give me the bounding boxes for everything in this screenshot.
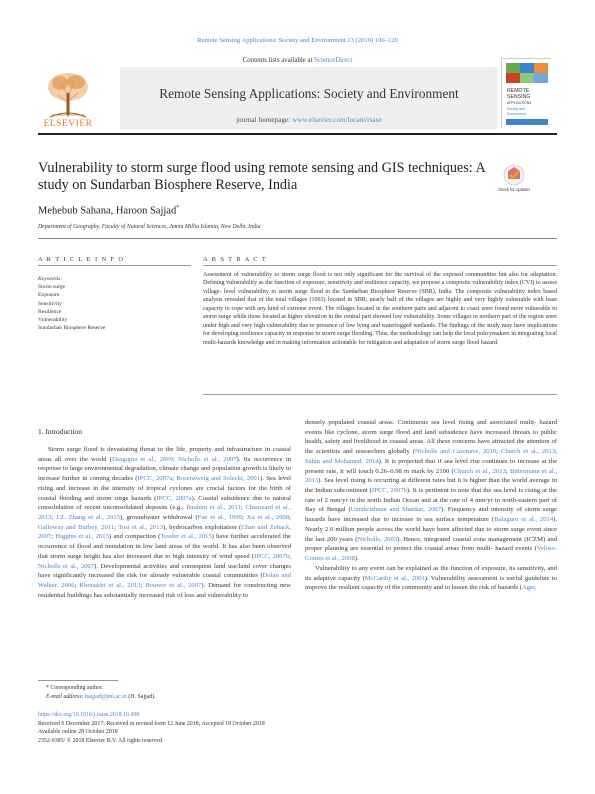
body-text: ). Developmental activities and consequent land use/land cover changes have significantly increased the risk for already vulnerable coastal communities (: [38, 562, 291, 580]
body-text: ;: [496, 448, 501, 456]
body-text: densely populated coastal areas. Continuous sea level rising and associated multi- hazard events like cyclone, storm surge flood and land subsidence have increased threats to public health, safety and livelihood in coastal areas. All these concerns have attracted the attention of the scientists and researchers globally (: [305, 419, 557, 456]
section-heading-introduction: 1. Introduction: [38, 427, 82, 436]
affiliation: Department of Geography, Faculty of Natural Sciences, Jamia Millia Islamia, New Delhi, India: [38, 224, 261, 230]
citation-link[interactable]: Ager,: [521, 584, 537, 592]
citation-link[interactable]: Galloway and Burbey, 2011: [38, 523, 115, 531]
check-updates-icon: [498, 163, 530, 199]
citation-link[interactable]: Nicholls and Cazenave, 2010: [414, 448, 497, 456]
cover-title-line-5: Environment: [507, 112, 527, 116]
available-online: Available online 28 October 2018: [38, 729, 118, 735]
body-text: ;: [505, 467, 510, 475]
citation-link[interactable]: Fan et al., 1999: [197, 514, 242, 522]
citation-link[interactable]: IPCC, 2007b: [254, 552, 290, 560]
body-text: ;: [289, 514, 291, 522]
cover-art-icon: [502, 59, 552, 129]
keyword-item: Resilience: [38, 308, 62, 315]
citation-link[interactable]: Tessler et al., 2015: [160, 533, 212, 541]
body-text: ). Hence, integrated coastal zone management (ICZM) and proper planning are essential to protect the coastal areas from multi- hazard events (: [305, 535, 557, 553]
body-text: ;: [140, 582, 146, 590]
body-text: ). Frequency and intensity of storm surge hazards have increased due to increase in sea surface temperature (: [305, 506, 557, 524]
author-names[interactable]: Mehebub Sahana, Haroon Sajjad: [38, 205, 177, 217]
citation-link[interactable]: Xu et al., 2008: [246, 514, 290, 522]
citation-link[interactable]: Church et al., 2013: [453, 467, 506, 475]
doi-block: [38, 711, 438, 745]
received-dates: Received 6 December 2017; Received in revised form 12 June 2018; Accepted 18 October 2018: [38, 720, 265, 727]
body-text: ). Sea level rising and increase in the intensity of tropical cyclones are crucial factors for the birth of coastal flooding and storm surge hazards (: [38, 475, 291, 502]
email-suffix: (H. Sajjad).: [126, 693, 156, 700]
check-updates-label: Check for updates: [498, 187, 530, 192]
body-text: Vulnerability to any event can be explained as the function of exposure, its sensitivity, and its adaptive capacity (: [305, 564, 557, 582]
abstract-rule: [203, 265, 557, 266]
body-text: ;: [172, 475, 177, 483]
homepage-prefix: journal homepage:: [236, 117, 291, 124]
journal-header: [38, 55, 557, 131]
body-text: ). It is projected that if sea level rise continues to increase at the present rate, it will touch 0.26–0.98 m mark by 2100 (: [305, 457, 557, 475]
citation-link[interactable]: Khouakhi et al., 2013: [79, 582, 141, 590]
citation-link[interactable]: Nicholls et al., 2007: [38, 562, 95, 570]
citation-link[interactable]: Nicholls, 2003: [357, 535, 398, 543]
body-column-left: [38, 445, 291, 601]
cover-title-line-2: SENSING: [507, 94, 531, 100]
citation-link[interactable]: Tosi et al., 2013: [118, 523, 163, 531]
body-text: ;: [114, 523, 119, 531]
body-column-right: [305, 418, 557, 593]
keywords-block: [38, 275, 191, 332]
keyword-item: Sensitivity: [38, 300, 62, 307]
citation-link[interactable]: Bittermann et al., 2013: [305, 467, 557, 485]
body-text: ). It is pertinent to note that the sea level is rising at the rate of 2 mm/yr in the north Indian Ocean and at the rate of 4 mm/yr in north-eastern part of Bay of Bengal (: [305, 487, 557, 514]
keywords-label: Keywords:: [38, 276, 63, 282]
sciencedirect-link[interactable]: ScienceDirect: [314, 57, 353, 64]
keyword-item: Vulnerability: [38, 317, 68, 324]
citation-link[interactable]: Chaussard et al., 2013: [38, 504, 292, 522]
contents-line: [38, 57, 557, 64]
homepage-line: [120, 117, 498, 124]
citation-link[interactable]: Unnikrishnan and Shankar, 2007: [350, 506, 442, 514]
keyword-item: Exposure: [38, 292, 60, 299]
article-info-rule: [38, 265, 191, 266]
email-link[interactable]: haqjad@jmi.ac.in: [85, 693, 127, 700]
body-text: ;: [51, 533, 56, 541]
email-note: [38, 693, 338, 702]
body-text: ;: [555, 448, 557, 456]
citation-link[interactable]: Balaguru et al., 2014: [494, 516, 554, 524]
header-rule: [38, 133, 557, 135]
body-text: ) have further accelerated the occurrence of flood and inundation in low land areas of the world. It has also been observed that storm surge height has also increased due to high intensity of wind speed (: [38, 533, 291, 560]
copyright: 2352-9385/ © 2018 Elsevier B.V. All rights reserved.: [38, 737, 164, 744]
body-text: ;: [240, 504, 246, 512]
email-label: E-mail address:: [46, 693, 84, 700]
footnote-rule: [38, 680, 118, 681]
body-text: ;: [173, 455, 179, 463]
citation-link[interactable]: IPCC, 2007a: [156, 494, 192, 502]
body-text: ;: [74, 582, 80, 590]
paragraph: [305, 564, 557, 593]
keyword-item: Storm surge: [38, 284, 66, 291]
cover-title-line-3: APPLICATIONS: [507, 101, 532, 105]
corresponding-author-note: * Corresponding author.: [46, 685, 104, 691]
body-text: ) and compaction (: [108, 533, 161, 541]
journal-reference[interactable]: Remote Sensing Applications: Society and Environment 13 (2019) 106–120: [197, 37, 398, 44]
title-rule: [38, 238, 557, 239]
body-text: ). Its occurrence in response to large environmental degradation, climate change and population growth is likely to increase further in coming decades (: [38, 455, 292, 483]
article-info-heading: A R T I C L E I N F O: [38, 256, 125, 263]
citation-link[interactable]: IPCC, 2007a: [137, 475, 173, 483]
citation-link[interactable]: IPCC, 2007b: [372, 487, 407, 495]
body-text: ). Coastal subsidence due to natural consolidation of recent unconsolidated deposits (e.g.,: [38, 494, 292, 512]
citation-link[interactable]: McCarthy et al., 2001: [364, 574, 425, 582]
citation-link[interactable]: Ibrahim et al., 2011: [186, 504, 241, 512]
citation-link[interactable]: Bouwer et al., 2007: [145, 582, 202, 590]
elsevier-tree-icon: [38, 65, 98, 121]
keyword-item: Sundarban Biosphere Reserve: [38, 325, 106, 332]
abstract-heading: A B S T R A C T: [203, 256, 268, 263]
homepage-link[interactable]: www.elsevier.com/locate/rsase: [292, 117, 382, 124]
body-text: ). Nearly 2.6 million people across the world have been affected due to storm surge event since the last 200 years (: [305, 516, 558, 543]
paragraph: [38, 445, 291, 601]
citation-link[interactable]: Nicholls et al., 2007: [178, 455, 237, 463]
contents-prefix: Contents lists available at: [242, 57, 313, 64]
citation-link[interactable]: Sahin and Mohamed, 2014: [305, 457, 379, 465]
article-title: Vulnerability to storm surge flood using remote sensing and GIS techniques: A study on Sundarban Biosphere Reserve, India: [38, 160, 485, 193]
journal-cover-image: [501, 58, 551, 128]
journal-title: Remote Sensing Applications: Society and Environment: [159, 86, 459, 101]
corresponding-mark[interactable]: *: [176, 205, 180, 211]
citation-link[interactable]: Dolan and Walker, 2006: [38, 572, 291, 590]
body-text: ;: [289, 552, 291, 560]
citation-link[interactable]: Chan and Zoback, 2007: [38, 523, 291, 541]
body-text: ;: [241, 514, 247, 522]
body-text: Storm surge flood is devastating threat to the life, property and infrastructure in coastal areas all over the world (: [38, 446, 291, 463]
body-text: ;: [51, 514, 56, 522]
body-text: ), hydrocarbon exploitation (: [162, 523, 242, 531]
footnotes: [38, 684, 338, 701]
body-text: ). Sea level rising is occurring at different rates but it is higher than the world average in the Indian subcontinent (: [305, 477, 557, 495]
check-for-updates-badge[interactable]: [498, 163, 530, 199]
doi-link[interactable]: https://doi.org/10.1016/j.rsase.2018.10.008: [38, 712, 140, 718]
citation-link[interactable]: Higgins et al., 2013: [55, 533, 109, 541]
citation-link[interactable]: J.Z. Zhang et al., 2015: [55, 514, 120, 522]
cover-title-line-4: Society and: [507, 107, 525, 111]
citation-link[interactable]: Church et al., 2013: [500, 448, 556, 456]
citation-link[interactable]: Rosenzweig and Solecki, 2001: [176, 475, 261, 483]
paragraph: [305, 418, 557, 564]
abstract-bottom-rule: [203, 394, 557, 395]
body-text: ). Vulnerability assessment is useful guideline to improve the resilient capacity of the community and to lessen the risk of hazards (: [305, 574, 557, 592]
abstract-text: Assessment of vulnerability to storm surge flood is not only significant for the survival of the exposed communities but also for adaptation. Defining vulnerability as the function of exposure, sensitivity and resilience capacity, we propose a composite vulnerability index (CVI) to assess village- level vulnerability to storm surge flood in the Sundarban Biosphere Reserve (SBR), India. The composite vulnerability index based analysis revealed that of the total villages (1063) located in SBR; nearly half of the villages are highly and very highly vulnerable with least capacity to cope with any kind of extreme event. The villages located in the southern parts and adjacent to coast were found more vulnerable to storm surge while those located at higher elevation in the central part showed low vulnerability. Some villages in northern part of the region were under high and very high vulnerability due to presence of low lying and waterlogged wetlands. The findings of the study may have implications for developing resilience capacity in response to storm surge flooding. Thus, the methodology can help the local policymakers in integrating local multi-hazards knowledge and in making information actionable for mitigation and adaptation of storm surge flood hazard.: [203, 272, 557, 346]
body-text: ).: [354, 555, 359, 563]
elsevier-wordmark: ELSEVIER: [43, 119, 93, 129]
body-text: ). Demand for constructing new residential buildings has substantially increased risk of loss and vulnerability to: [38, 582, 291, 599]
body-text: ), groundwater withdrawal (: [119, 514, 198, 522]
citation-link[interactable]: Dasgupta et al., 2009: [112, 455, 174, 463]
author-list: [38, 205, 438, 217]
cover-title-line-1: REMOTE: [507, 88, 530, 94]
citation-link[interactable]: Veloso-Gomes et al., 2008: [305, 545, 557, 563]
